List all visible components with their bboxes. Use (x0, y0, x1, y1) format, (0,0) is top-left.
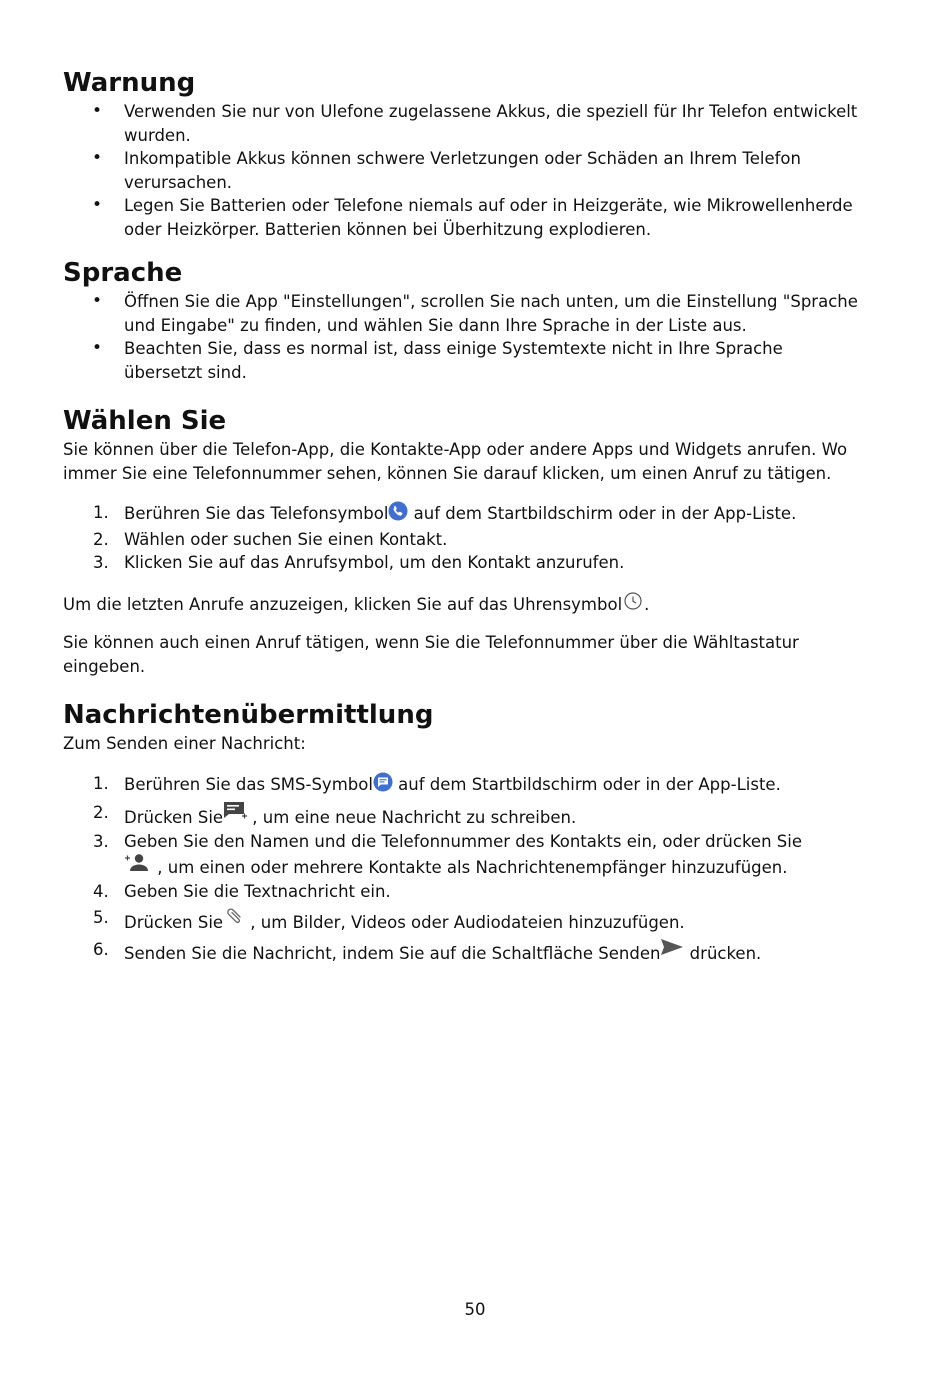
step-text: Geben Sie die Textnachricht ein. (124, 881, 391, 901)
step-number: 3. (93, 831, 109, 851)
section-sprache (63, 256, 863, 384)
add-contact-icon (124, 853, 152, 880)
list-item (63, 906, 863, 935)
step-text: , um Bilder, Videos oder Audiodateien hinzuzufügen. (245, 913, 685, 932)
recent-calls-before: Um die letzten Anrufe anzuzeigen, klicken Sie auf das Uhrensymbol (63, 594, 623, 614)
step-number: 4. (93, 881, 109, 901)
list-item (63, 772, 863, 799)
step-text: auf dem Startbildschirm oder in der App-Liste. (408, 504, 797, 523)
list-item: • Öffnen Sie die App "Einstellungen", scrollen Sie nach unten, um die Einstellung "Sprache und Eingabe" zu finden, und wählen Sie dann Ihre Sprache in der Liste aus. (63, 290, 863, 337)
step-text: Senden Sie die Nachricht, indem Sie auf die Schaltfläche Senden (124, 943, 661, 963)
document-page (63, 66, 863, 965)
recent-calls-text (63, 592, 863, 619)
step-number: 1. (93, 503, 109, 522)
heading-nachrichten: Nachrichtenübermittlung (63, 700, 434, 730)
new-message-icon (223, 801, 247, 828)
waehlen-intro: Sie können über die Telefon-App, die Kontakte-App oder andere Apps und Widgets anrufen. Wo immer Sie eine Telefonnummer sehen, können Sie darauf klicken, um einen Anruf zu tätigen. (63, 440, 848, 483)
step-number: 2. (93, 529, 109, 549)
step-text: Drücken Sie (124, 913, 224, 932)
step-text: Berühren Sie das Telefonsymbol (124, 504, 389, 523)
sprache-list (63, 290, 863, 384)
step-text: , um einen oder mehrere Kontakte als Nachrichtenempfänger hinzuzufügen. (152, 858, 788, 877)
list-item: • Verwenden Sie nur von Ulefone zugelassene Akkus, die speziell für Ihr Telefon entwickelt wurden. (63, 100, 863, 147)
step-number: 1. (93, 773, 109, 793)
nachrichten-steps (63, 772, 863, 966)
list-item (63, 880, 863, 904)
step-number: 6. (93, 939, 109, 959)
step-text: auf dem Startbildschirm oder in der App-Liste. (392, 774, 781, 794)
waehlen-steps (63, 501, 863, 575)
list-item (63, 551, 863, 575)
list-item (63, 801, 863, 830)
step-number: 5. (93, 908, 109, 927)
list-item (63, 528, 863, 552)
section-nachrichten (63, 698, 863, 965)
phone-icon (388, 501, 408, 528)
send-icon (660, 938, 684, 963)
step-text: drücken. (684, 943, 762, 963)
section-warnung (63, 66, 863, 241)
list-item: • Inkompatible Akkus können schwere Verletzungen oder Schäden an Ihrem Telefon verursachen. (63, 147, 863, 194)
step-text: Drücken Sie (124, 808, 224, 827)
list-item: • Legen Sie Batterien oder Telefone niemals auf oder in Heizgeräte, wie Mikrowellenherde oder Heizkörper. Batterien können bei Überhitzung explodieren. (63, 194, 863, 241)
heading-sprache: Sprache (63, 258, 183, 288)
paperclip-icon (223, 906, 245, 933)
step-text: , um eine neue Nachricht zu schreiben. (247, 808, 577, 827)
list-item (63, 501, 863, 528)
list-item: • Beachten Sie, dass es normal ist, dass einige Systemtexte nicht in Ihre Sprache übersetzt sind. (63, 337, 863, 384)
heading-waehlen: Wählen Sie (63, 406, 227, 436)
sms-icon (373, 772, 393, 799)
list-item (63, 830, 863, 880)
list-item (63, 938, 863, 966)
nachrichten-intro: Zum Senden einer Nachricht: (63, 734, 306, 753)
heading-warnung: Warnung (63, 68, 196, 98)
step-number: 3. (93, 553, 109, 572)
section-waehlen (63, 404, 863, 678)
step-text: Wählen oder suchen Sie einen Kontakt. (124, 529, 448, 549)
keypad-text: Sie können auch einen Anruf tätigen, wenn Sie die Telefonnummer über die Wähltastatur eingeben. (63, 633, 799, 676)
warnung-list (63, 100, 863, 241)
step-text: Berühren Sie das SMS-Symbol (124, 774, 373, 794)
page-number: 50 (464, 1300, 486, 1319)
step-text: Klicken Sie auf das Anrufsymbol, um den Kontakt anzurufen. (124, 553, 625, 572)
step-number: 2. (93, 803, 109, 822)
recent-calls-after: . (644, 594, 650, 614)
clock-icon (622, 592, 644, 619)
step-text: Geben Sie den Namen und die Telefonnummer des Kontakts ein, oder drücken Sie (124, 831, 802, 851)
